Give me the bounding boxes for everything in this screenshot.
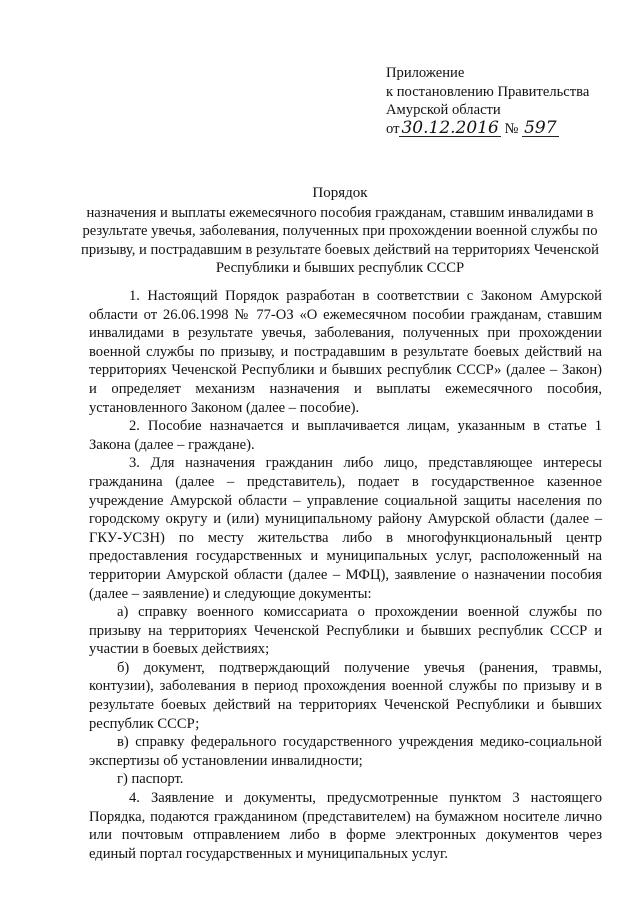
paragraph-1: 1. Настоящий Порядок разработан в соответствии с Законом Амурской области от 26.06.1998 № 77-ОЗ «О ежемесячном пособии гражданам, ставшим инвалидами в результате увечья, заболевания, полученных при прохождении военной службы по призыву, и пострадавшим в результате боевых действий на территориях Чеченской Республики и бывших республик СССР» (далее – Закон) и определяет механизм назначения и выплаты ежемесячного пособия, установленного Законом (далее – пособие).: [89, 288, 602, 416]
document-title: [80, 184, 600, 278]
paragraph-3c: в) справку федерального государственного учреждения медико-социальной экспертизы об установлении инвалидности;: [89, 734, 602, 769]
appendix-block: [386, 64, 636, 138]
title-subtitle: назначения и выплаты ежемесячного пособия гражданам, ставшим инвалидами в результате увечья, заболевания, полученных при прохождении военной службы по призыву, и пострадавшим в результате боевых действий на территориях Чеченской Республики и бывших республик СССР: [81, 204, 599, 276]
handwritten-number: 597: [524, 117, 557, 138]
appendix-line-3: Амурской области: [386, 102, 501, 118]
appendix-line-1: Приложение: [386, 65, 465, 81]
paragraph-3b: б) документ, подтверждающий получение увечья (ранения, травмы, контузии), заболевания в период прохождения военной службы по призыву и в результате боевых действий на территориях Чеченской Республики и бывших республик СССР;: [89, 659, 602, 732]
paragraph-4: 4. Заявление и документы, предусмотренные пунктом 3 настоящего Порядка, подаются гражданином (представителем) на бумажном носителе лично или почтовым отправлением либо в форме электронных документов через единый портал государственных и муниципальных услуг.: [89, 790, 602, 862]
paragraph-3d: г) паспорт.: [117, 771, 184, 788]
date-prefix: от: [386, 120, 400, 137]
paragraph-3a: а) справку военного комиссариата о прохождении военной службы по призыву на территориях Чеченской Республики и бывших республик СССР и участии в боевых действиях;: [89, 604, 602, 658]
document-body: [89, 287, 602, 863]
handwritten-date: 30.12.2016: [401, 117, 499, 138]
title-heading: Порядок: [312, 185, 368, 201]
appendix-line-2: к постановлению Правительства: [386, 83, 590, 100]
paragraph-3: 3. Для назначения гражданин либо лицо, представляющее интересы гражданина (далее – представитель), подает в государственное казенное учреждение Амурской области – управление социальной защиты населения по городскому округу и (или) муниципальному району Амурской области (далее – ГКУ-УСЗН) по месту жительства либо в многофункциональный центр предоставления государственных и муниципальных услуг, расположенный на территории Амурской области (далее – МФЦ), заявление о назначении пособия (далее – заявление) и следующие документы:: [89, 455, 602, 602]
appendix-date-line: [386, 117, 636, 139]
number-prefix: №: [504, 120, 519, 137]
paragraph-2: 2. Пособие назначается и выплачивается лицам, указанным в статье 1 Закона (далее – граждане).: [89, 418, 602, 453]
